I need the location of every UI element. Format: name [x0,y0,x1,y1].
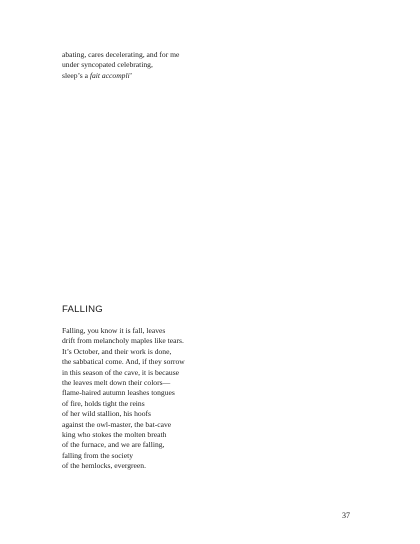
poem-line: under syncopated celebrating, [62,60,153,70]
poem-line: king who stokes the molten breath [62,430,167,440]
italic-phrase: fait accompli [89,70,130,80]
poem-line [62,71,179,81]
poem-line: against the owl-master, the bat-cave [62,419,172,429]
poem-line: of fire, holds tight the reins [62,398,145,408]
poem-line: falling from the society [62,450,134,460]
poem-line: of the hemlocks, evergreen. [62,461,146,471]
line-suffix: ’ [129,70,133,80]
line-prefix: sleep’s a [62,70,90,80]
page-number: 37 [342,511,350,520]
poem-line: of her wild stallion, his hoofs [62,409,152,419]
poem-body [62,326,185,472]
poem-line: drift from melancholy maples like tears. [62,336,184,346]
poem-line: the sabbatical come. And, if they sorrow [62,357,185,367]
poem-line: flame-haired autumn leashes tongues [62,388,175,398]
poem-line: in this season of the cave, it is because [62,367,180,377]
poem-line: the leaves melt down their colors— [62,378,171,388]
poem-line: abating, cares decelerating, and for me [62,50,180,59]
poem-line: of the furnace, and we are falling, [62,440,165,450]
poem-line: Falling, you know it is fall, leaves [62,326,166,335]
poem-line: It’s October, and their work is done, [62,346,172,356]
continued-stanza [62,50,179,81]
poem-title: FALLING [62,304,103,315]
